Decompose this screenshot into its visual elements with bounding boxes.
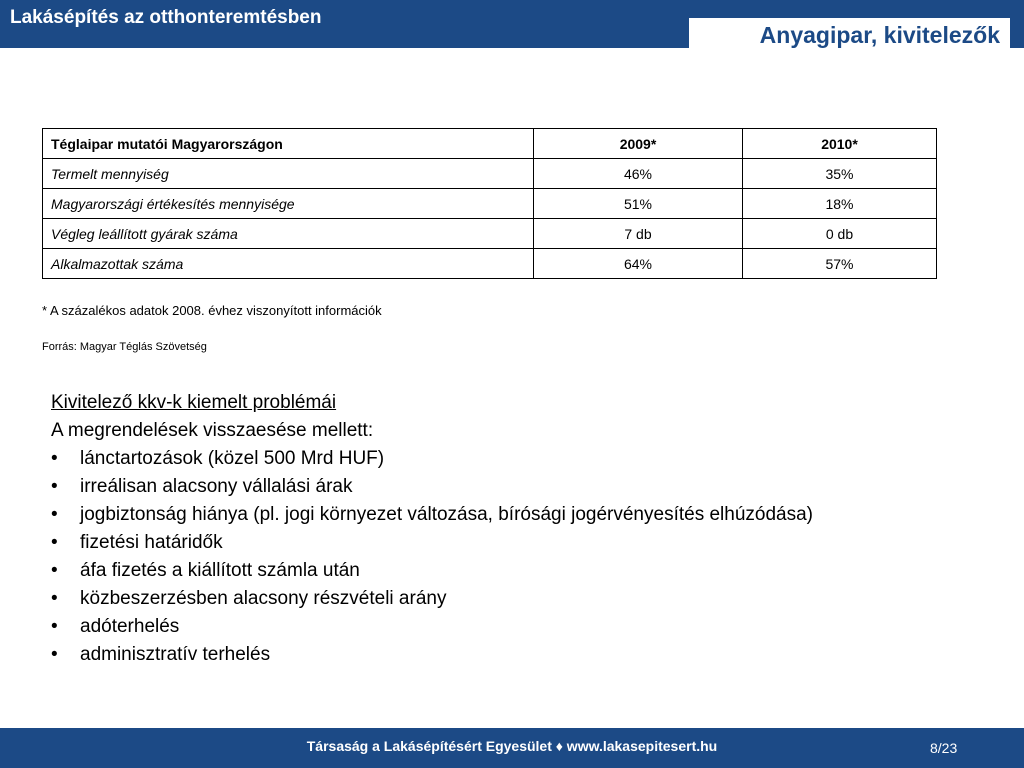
list-item (51, 473, 1001, 501)
table-row (43, 159, 937, 189)
table-row (43, 189, 937, 219)
list-item (51, 529, 1001, 557)
bullet-icon: • (51, 448, 58, 469)
value-2010: 35% (743, 159, 937, 189)
value-2010: 18% (743, 189, 937, 219)
table-header-row (43, 129, 937, 159)
list-item (51, 445, 1001, 473)
table-row (43, 249, 937, 279)
table-row (43, 219, 937, 249)
row-label: Végleg leállított gyárak száma (43, 219, 534, 249)
bullet-icon: • (51, 588, 58, 609)
list-item-text: közbeszerzésben alacsony részvételi arány (80, 588, 447, 609)
list-item-text: irreálisan alacsony vállalási árak (80, 476, 353, 497)
bullet-icon: • (51, 476, 58, 497)
bullet-icon: • (51, 616, 58, 637)
page-number: 8/23 (930, 740, 958, 756)
footer-band (0, 728, 1024, 768)
subtitle-box (689, 18, 1010, 50)
list-item-text: áfa fizetés a kiállított számla után (80, 560, 360, 581)
slide-subtitle: Anyagipar, kivitelezők (759, 22, 1000, 48)
list-item-text: adminisztratív terhelés (80, 644, 271, 665)
list-item-text: jogbiztonság hiánya (pl. jogi környezet változása, bírósági jogérvényesítés elhúzódása) (80, 504, 813, 525)
value-2010: 57% (743, 249, 937, 279)
table-footnote: * A százalékos adatok 2008. évhez viszonyított információk (42, 303, 382, 318)
value-2009: 51% (534, 189, 743, 219)
value-2009: 64% (534, 249, 743, 279)
problems-section (51, 389, 1001, 669)
column-header-indicator: Téglaipar mutatói Magyarországon (43, 129, 534, 159)
list-item-text: adóterhelés (80, 616, 180, 637)
header-title: Lakásépítés az otthonteremtésben (10, 7, 322, 28)
column-header-2009: 2009* (534, 129, 743, 159)
value-2009: 46% (534, 159, 743, 189)
brick-industry-table (42, 128, 937, 279)
row-label: Magyarországi értékesítés mennyisége (43, 189, 534, 219)
row-label: Termelt mennyiség (43, 159, 534, 189)
list-item-text: lánctartozások (közel 500 Mrd HUF) (80, 448, 385, 469)
source-note: Forrás: Magyar Téglás Szövetség (42, 341, 207, 353)
value-2009: 7 db (534, 219, 743, 249)
list-item-text: fizetési határidők (80, 532, 223, 553)
list-item (51, 501, 1001, 529)
row-label: Alkalmazottak száma (43, 249, 534, 279)
problems-heading: Kivitelező kkv-k kiemelt problémái (51, 392, 337, 413)
bullet-icon: • (51, 532, 58, 553)
column-header-2010: 2010* (743, 129, 937, 159)
list-item (51, 641, 1001, 669)
list-item (51, 613, 1001, 641)
list-item (51, 585, 1001, 613)
bullet-icon: • (51, 644, 58, 665)
bullet-icon: • (51, 504, 58, 525)
problems-list (51, 445, 1001, 669)
bullet-icon: • (51, 560, 58, 581)
value-2010: 0 db (743, 219, 937, 249)
list-item (51, 557, 1001, 585)
footer-organization: Társaság a Lakásépítésért Egyesület ♦ www.lakasepitesert.hu (306, 738, 718, 754)
problems-intro: A megrendelések visszaesése mellett: (51, 420, 374, 441)
